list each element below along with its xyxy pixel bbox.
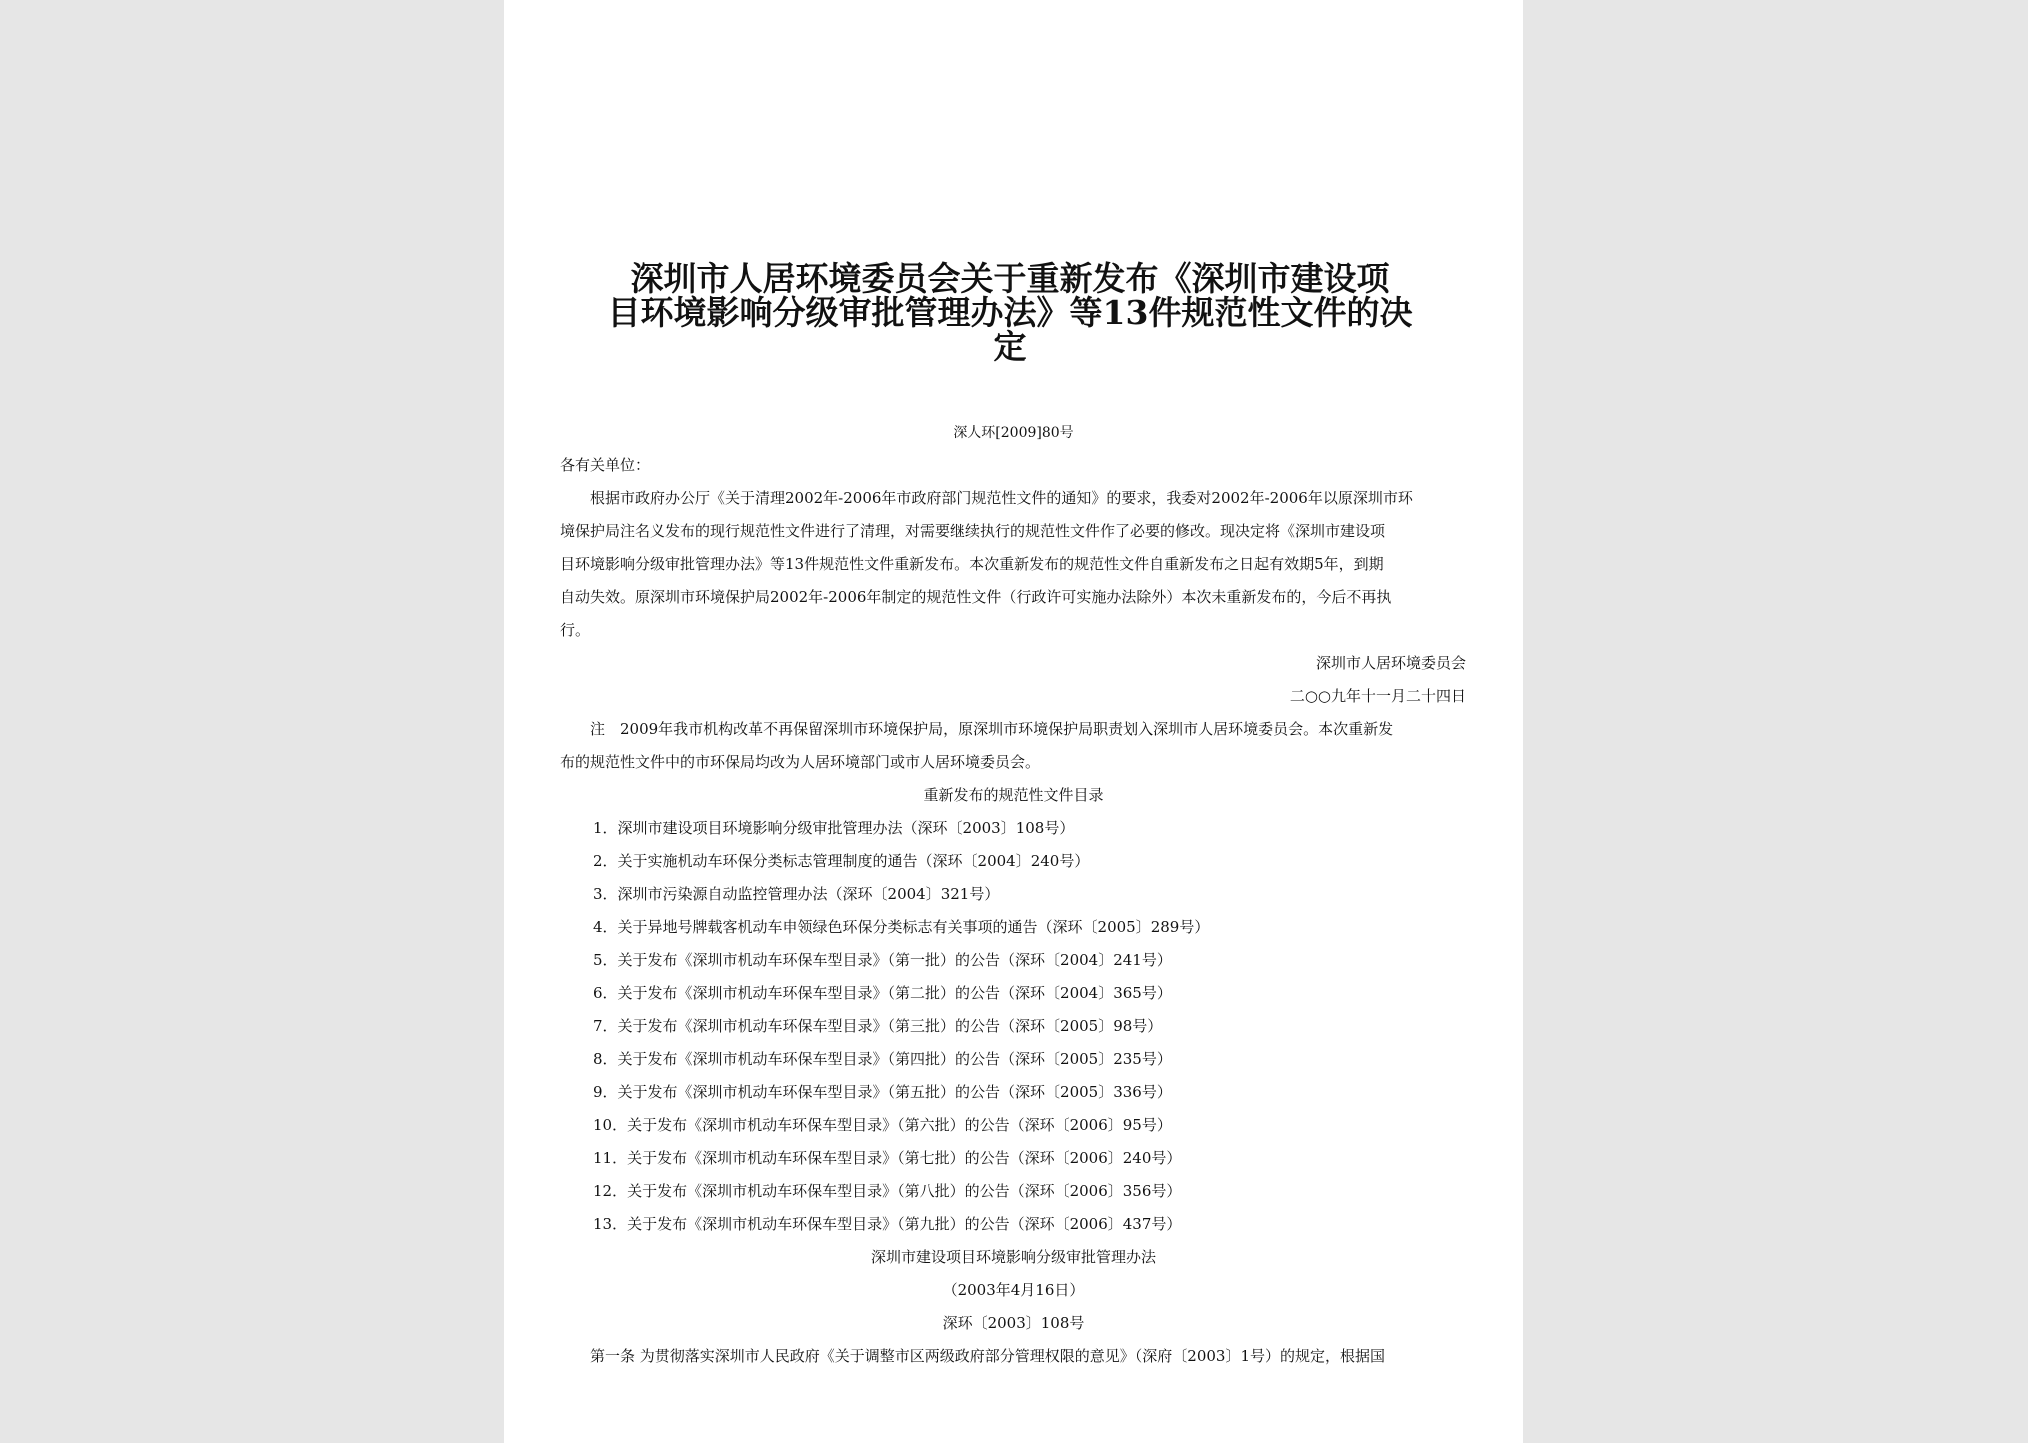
list-title: 重新发布的规范性文件目录 [923, 786, 1104, 804]
document-number: 深人环[2009]80号 [953, 425, 1074, 441]
list-item: 4．关于异地号牌载客机动车申领绿色环保分类标志有关事项的通告（深环〔2005〕289号） [593, 918, 1210, 936]
list-item: 6．关于发布《深圳市机动车环保车型目录》（第二批）的公告（深环〔2004〕365号） [593, 984, 1172, 1002]
list-item: 10．关于发布《深圳市机动车环保车型目录》（第六批）的公告（深环〔2006〕95号） [593, 1116, 1172, 1134]
document-title [560, 259, 1460, 366]
title-line-2: 目环境影响分级审批管理办法》等13件规范性文件的决 [607, 293, 1413, 332]
note-paragraph [560, 713, 1466, 779]
body-line: 境保护局注名义发布的现行规范性文件进行了清理，对需要继续执行的规范性文件作了必要的修改。现决定将《深圳市建设项 [560, 522, 1386, 540]
measure-number: 深环〔2003〕108号 [942, 1314, 1085, 1332]
body-line: 自动失效。原深圳市环境保护局2002年-2006年制定的规范性文件（行政许可实施办法除外）本次未重新发布的，今后不再执 [560, 588, 1392, 606]
signatory: 深圳市人居环境委员会 [1315, 654, 1466, 672]
list-item: 13．关于发布《深圳市机动车环保车型目录》（第九批）的公告（深环〔2006〕437号） [593, 1215, 1182, 1233]
list-item: 8．关于发布《深圳市机动车环保车型目录》（第四批）的公告（深环〔2005〕235号） [593, 1050, 1172, 1068]
body-line: 目环境影响分级审批管理办法》等13件规范性文件重新发布。本次重新发布的规范性文件自重新发布之日起有效期5年，到期 [560, 555, 1384, 573]
list-item: 2．关于实施机动车环保分类标志管理制度的通告（深环〔2004〕240号） [593, 852, 1090, 870]
list-item: 12．关于发布《深圳市机动车环保车型目录》（第八批）的公告（深环〔2006〕356号） [593, 1182, 1182, 1200]
list-item: 3．深圳市污染源自动监控管理办法（深环〔2004〕321号） [593, 885, 1000, 903]
body-line: 行。 [560, 621, 591, 639]
list-item: 1．深圳市建设项目环境影响分级审批管理办法（深环〔2003〕108号） [593, 819, 1075, 837]
addressee: 各有关单位： [560, 456, 651, 474]
body-line: 根据市政府办公厅《关于清理2002年-2006年市政府部门规范性文件的通知》的要求，我委对2002年-2006年以原深圳市环 [560, 489, 1413, 507]
note-line: 布的规范性文件中的市环保局均改为人居环境部门或市人居环境委员会。 [560, 753, 1041, 771]
signing-date: 二○○九年十一月二十四日 [1289, 687, 1466, 705]
list-item: 9．关于发布《深圳市机动车环保车型目录》（第五批）的公告（深环〔2005〕336号） [593, 1083, 1172, 1101]
list-item: 5．关于发布《深圳市机动车环保车型目录》（第一批）的公告（深环〔2004〕241号） [593, 951, 1172, 969]
measure-date: （2003年4月16日） [942, 1281, 1085, 1299]
body-paragraph [560, 482, 1466, 647]
title-line-1: 深圳市人居环境委员会关于重新发布《深圳市建设项 [630, 259, 1390, 298]
note-line: 注 2009年我市机构改革不再保留深圳市环境保护局，原深圳市环境保护局职责划入深圳市人居环境委员会。本次重新发 [560, 720, 1394, 738]
list-item: 11．关于发布《深圳市机动车环保车型目录》（第七批）的公告（深环〔2006〕240号） [593, 1149, 1182, 1167]
article-one: 第一条 为贯彻落实深圳市人民政府《关于调整市区两级政府部分管理权限的意见》（深府〔2003〕1号）的规定，根据国 [560, 1347, 1385, 1365]
document-list [593, 812, 1209, 1241]
title-line-3: 定 [993, 327, 1027, 366]
measure-title: 深圳市建设项目环境影响分级审批管理办法 [870, 1248, 1156, 1266]
list-item: 7．关于发布《深圳市机动车环保车型目录》（第三批）的公告（深环〔2005〕98号） [593, 1017, 1163, 1035]
